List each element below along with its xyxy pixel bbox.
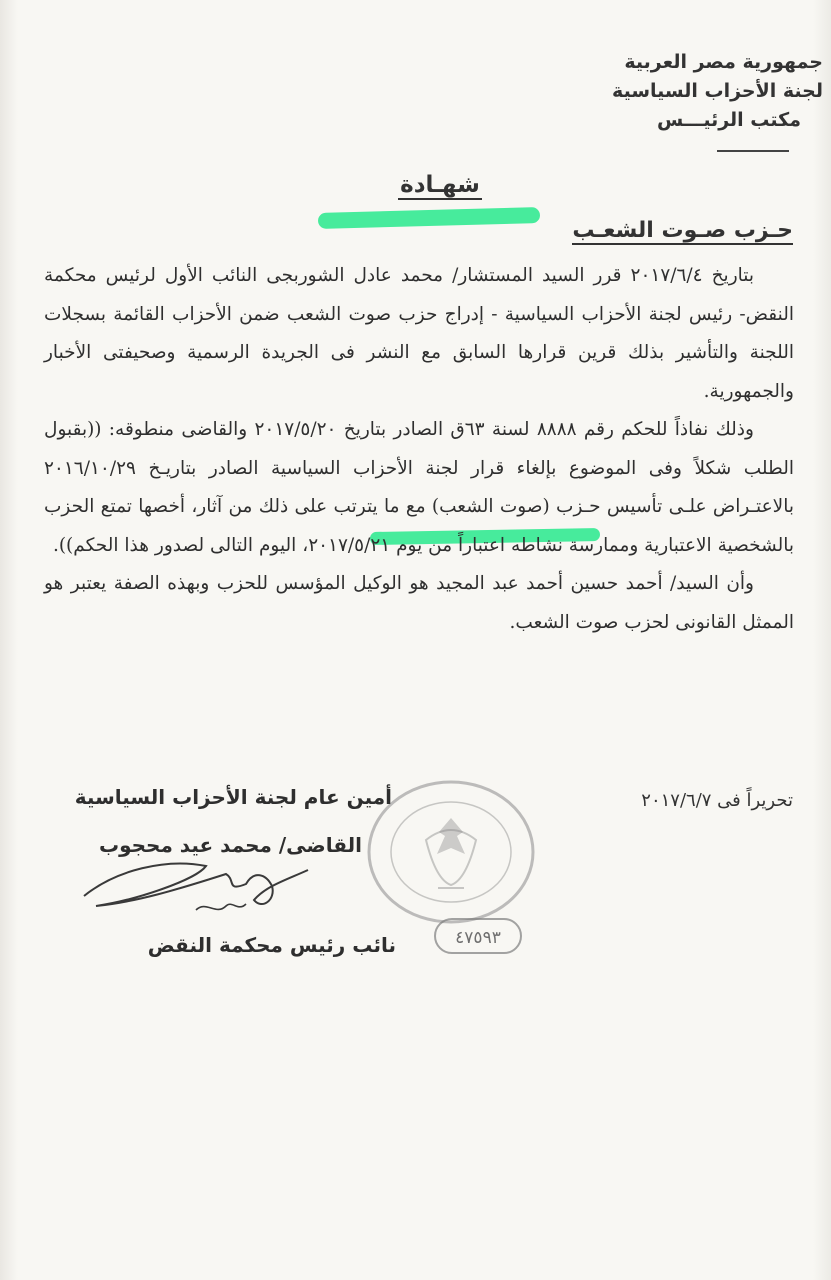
certificate-title: شهـادة [400,172,480,198]
letterhead-underline [717,150,789,152]
letterhead-country: جمهورية مصر العربية [624,51,823,73]
letterhead-committee: لجنة الأحزاب السياسية [612,80,823,102]
letterhead [523,48,823,135]
signatory-title: أمين عام لجنة الأحزاب السياسية [74,785,392,809]
paragraph-ruling: وذلك نفاذاً للحكم رقم ٨٨٨٨ لسنة ٦٣ق الصادر بتاريخ ٢٠١٧/٥/٢٠ والقاضى منطوقه: ((بقبول الطلب شكلاً وفى الموضوع بإلغاء قرار لجنة الأحزاب السياسية الصادر بتاريـخ ٢٠١٦/١٠/٢٩ بالاعتـراض علـى تأسيس حـزب (صوت الشعب) مع ما يترتب على ذلك من آثار، أخصها تمتع الحزب بالشخصية الاعتبارية وممارسة نشاطه اعتباراً من يوم ٢٠١٧/٥/٢١، اليوم التالى لصدور هذا الحكم)). [44,419,794,556]
svg-text:٤٧٥٩٣: ٤٧٥٩٣ [455,928,501,948]
paragraph-decision: بتاريخ ٢٠١٧/٦/٤ قرر السيد المستشار/ محمد عادل الشوربجى النائب الأول لرئيس محكمة النقض- رئيس لجنة الأحزاب السياسية - إدراج حزب صوت الشعب ضمن الأحزاب القائمة بسجلات اللجنة والتأشير بذلك قرين قرارها السابق مع النشر فى الجريدة الرسمية وصحيفتى الأخبار والجمهورية. [44,265,794,402]
stamp-number-label [432,916,524,956]
signatory-position: نائب رئيس محكمة النقض [147,933,396,957]
issue-date: تحريراً فى ٢٠١٧/٦/٧ [641,790,793,811]
certificate-body [44,257,794,642]
paragraph-representative: وأن السيد/ أحمد حسين أحمد عبد المجيد هو الوكيل المؤسس للحزب وبهذه الصفة يعتبر هو الممثل القانونى لحزب صوت الشعب. [44,573,794,633]
signatory-name: القاضى/ محمد عيد محجوب [98,833,362,857]
party-name-heading: حـزب صـوت الشعـب [572,218,793,243]
letterhead-office: مكتب الرئيـــس [657,109,801,131]
